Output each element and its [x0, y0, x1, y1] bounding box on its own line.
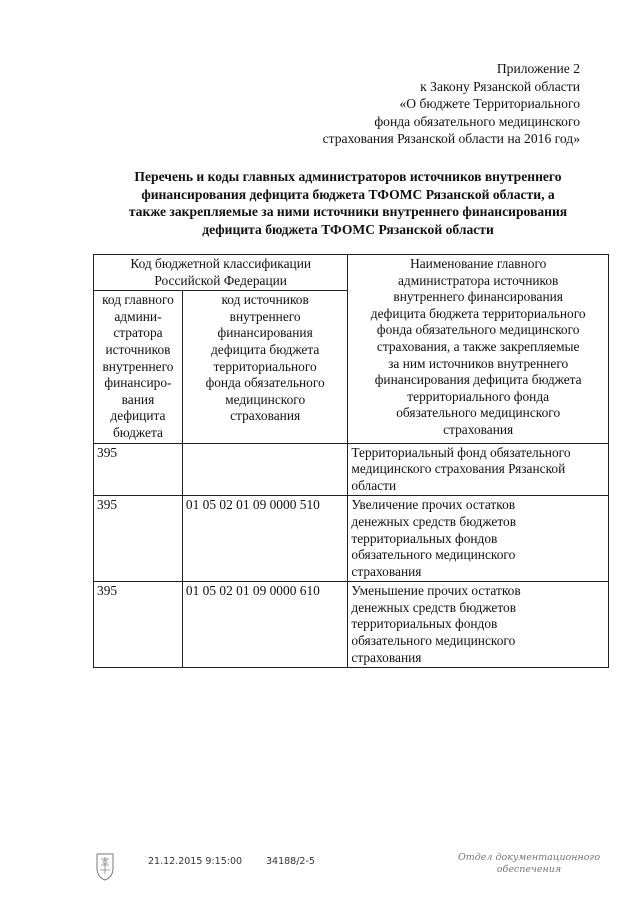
title-line: Перечень и коды главных администраторов источников внутреннего [134, 169, 562, 184]
header-administrator-name: Наименование главного администратора источников внутреннего финансирования дефицита бюджета территориального фонда обязательного медицинского страхования, а также закрепляемые за ним источников внутреннего финансирования дефицита бюджета территориального фонда обязательного медицинского страхования [348, 255, 609, 444]
document-title [88, 168, 608, 238]
source-code-cell: 01 05 02 01 09 0000 510 [182, 496, 347, 582]
source-code-cell: 01 05 02 01 09 0000 610 [182, 582, 347, 668]
appendix-line: страхования Рязанской области на 2016 год» [322, 131, 580, 146]
appendix-line: Приложение 2 [496, 61, 580, 76]
name-cell: Увеличение прочих остатков денежных средств бюджетов территориальных фондов обязательного медицинского страхования [348, 496, 609, 582]
title-line: финансирования дефицита бюджета ТФОМС Рязанской области, а [141, 186, 555, 202]
header-source-code: код источников внутреннего финансирования дефицита бюджета территориального фонда обязательного медицинского страхования [182, 291, 347, 443]
source-code-cell [182, 443, 347, 496]
title-line: также закрепляемые за ними источники внутреннего финансирования [128, 204, 568, 220]
name-cell: Территориальный фонд обязательного медицинского страхования Рязанской области [348, 443, 609, 496]
appendix-line: «О бюджете Территориального [399, 96, 580, 111]
print-timestamp: 21.12.2015 9:15:00 [148, 856, 243, 867]
name-cell: Уменьшение прочих остатков денежных средств бюджетов территориальных фондов обязательного медицинского страхования [348, 582, 609, 668]
appendix-header [160, 60, 580, 148]
table-row [94, 443, 609, 496]
table-header-row [94, 255, 609, 291]
appendix-line: фонда обязательного медицинского [374, 113, 580, 129]
sources-table [93, 254, 609, 668]
coat-of-arms-icon [94, 852, 116, 882]
admin-code-cell: 395 [94, 443, 183, 496]
table-row [94, 582, 609, 668]
appendix-line: к Закону Рязанской области [420, 78, 580, 94]
header-budget-classification: Код бюджетной классификации Российской Федерации [94, 255, 348, 291]
header-admin-code: код главного админи- стратора источников внутреннего финансиро- вания дефицита бюджета [94, 291, 183, 443]
page-footer [94, 852, 634, 892]
admin-code-cell: 395 [94, 582, 183, 668]
admin-code-cell: 395 [94, 496, 183, 582]
title-line: дефицита бюджета ТФОМС Рязанской области [202, 221, 494, 237]
department-stamp: Отдел документационного обеспечения [457, 852, 601, 875]
document-number: 34188/2-5 [266, 856, 315, 867]
table-row [94, 496, 609, 582]
